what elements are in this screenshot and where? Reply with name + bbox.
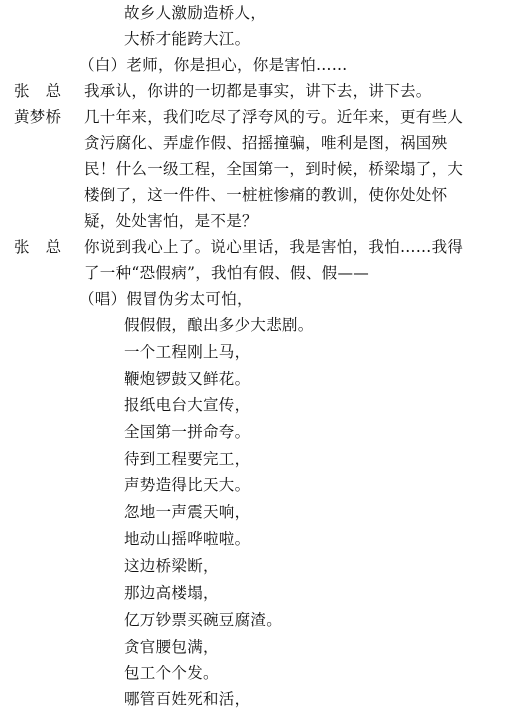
- line-text: 贪官腰包满，: [124, 638, 219, 656]
- line-text: 那边高楼塌，: [124, 584, 219, 602]
- line-text: 楼倒了，这一件件、一桩桩惨痛的教训，使你处处怀: [84, 186, 448, 204]
- line-text: 报纸电台大宣传，: [124, 396, 251, 414]
- line-text: 几十年来，我们吃尽了浮夸风的亏。近年来，更有些人: [84, 108, 464, 126]
- line-text: 贪污腐化、弄虚作假、招摇撞骗，唯利是图，祸国殃: [84, 134, 448, 152]
- line-text: 全国第一拼命夸。: [124, 423, 251, 441]
- line-text: （唱）假冒伪劣太可怕，: [79, 290, 253, 308]
- speaker-name: 黄梦桥: [14, 108, 62, 126]
- line-text: 地动山摇哗啦啦。: [124, 530, 251, 548]
- line-text: 疑，处处害怕，是不是？: [84, 212, 258, 230]
- line-text: 哪管百姓死和活，: [124, 690, 251, 708]
- line-text: 包工个个发。: [124, 664, 219, 682]
- line-text: 声势造得比天大。: [124, 476, 251, 494]
- line-text: 这边桥梁断，: [124, 557, 219, 575]
- line-text: 大桥才能跨大江。: [124, 30, 251, 48]
- line-text: 待到工程要完工，: [124, 450, 251, 468]
- line-text: 你说到我心上了。说心里话，我是害怕，我怕……我得: [84, 238, 464, 256]
- line-text: 我承认，你讲的一切都是事实，讲下去，讲下去。: [84, 82, 432, 100]
- line-text: 了一种“恐假病”，我怕有假、假、假——: [84, 264, 370, 282]
- line-text: 民！什么一级工程，全国第一，到时候，桥梁塌了，大: [84, 160, 464, 178]
- line-text: 假假假，酿出多少大悲剧。: [124, 316, 314, 334]
- speaker-name: 张 总: [14, 238, 62, 256]
- speaker-name: 张 总: [14, 82, 62, 100]
- line-text: 一个工程刚上马，: [124, 343, 251, 361]
- line-text: 忽地一声震天响，: [124, 503, 251, 521]
- line-text: （白）老师，你是担心，你是害怕……: [79, 56, 348, 74]
- line-text: 亿万钞票买碗豆腐渣。: [124, 611, 283, 629]
- line-text: 鞭炮锣鼓又鲜花。: [124, 370, 251, 388]
- line-text: 故乡人激励造桥人，: [124, 4, 267, 22]
